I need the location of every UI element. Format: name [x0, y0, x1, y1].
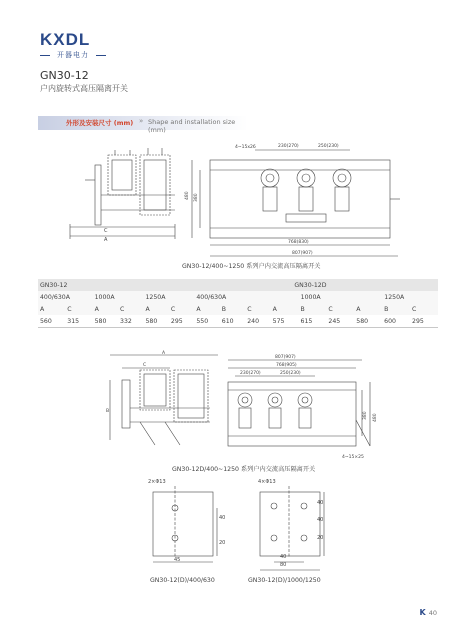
- d3-label-holes: 2×Φ13: [148, 479, 166, 485]
- section-title-en: Shape and installation size (mm): [148, 118, 236, 134]
- d1-label-holes: 4~15x26: [235, 145, 256, 150]
- d4-label-40b: 40: [280, 554, 287, 560]
- table-column-header: A: [38, 303, 65, 315]
- d2-label-380: 380: [363, 411, 368, 420]
- side-view-1: [70, 148, 175, 239]
- dimension-table: [38, 279, 438, 328]
- footer-mark: K: [419, 608, 426, 617]
- table-cell: 550: [194, 315, 219, 328]
- d1-label-380: 380: [194, 193, 199, 202]
- d3-label-40: 40: [219, 515, 226, 521]
- d2-label-480: 480: [373, 413, 378, 422]
- table-column-header: C: [245, 303, 270, 315]
- table-rating-row: [38, 291, 438, 303]
- table-cell: 315: [65, 315, 92, 328]
- table-group-row: [38, 279, 438, 291]
- table-column-header: A: [271, 303, 299, 315]
- table-cell: 580: [354, 315, 382, 328]
- d2-label-B: B: [106, 409, 110, 414]
- d2-label-A: A: [162, 351, 166, 356]
- d1-label-A: A: [104, 237, 108, 243]
- drawing-2-caption: GN30-12D/400~1250 系列户内交流高压隔离开关: [172, 466, 316, 473]
- d1-label-230: 230(270): [278, 144, 299, 149]
- table-column-header: A: [93, 303, 118, 315]
- drawing-2-outline: [100, 350, 380, 462]
- product-name: 户内旋转式高压隔离开关: [40, 84, 128, 93]
- d2-label-250: 250(230): [280, 371, 301, 376]
- table-column-header: B: [382, 303, 410, 315]
- table-cell: 332: [118, 315, 143, 328]
- table-group-right: GN30-12D: [194, 279, 438, 291]
- table-cell: 295: [169, 315, 194, 328]
- d2-label-807: 807(907): [275, 355, 296, 360]
- table-column-header: C: [169, 303, 194, 315]
- drawing-3-caption: GN30-12(D)/400/630: [150, 577, 215, 584]
- table-cell: 575: [271, 315, 299, 328]
- table-cell: 560: [38, 315, 65, 328]
- table-cell: 245: [326, 315, 354, 328]
- table-cell: 610: [220, 315, 245, 328]
- drawing-4-caption: GN30-12(D)/1000/1250: [248, 577, 321, 584]
- table-rating: 1250A: [354, 291, 438, 303]
- d4-label-holes: 4×Φ13: [258, 479, 276, 485]
- table-rating: 400/630A: [194, 291, 270, 303]
- drawing-4-outline: [252, 478, 332, 576]
- table-cell: 615: [299, 315, 327, 328]
- d4-label-40c: 40: [317, 517, 324, 523]
- logo-text: KXDL: [40, 30, 91, 49]
- table-rating: 1000A: [93, 291, 144, 303]
- d2-label-C: C: [143, 363, 147, 368]
- table-column-header: C: [410, 303, 438, 315]
- d3-label-20: 20: [219, 540, 226, 546]
- table-column-header: C: [326, 303, 354, 315]
- table-cell: 600: [382, 315, 410, 328]
- d1-label-C: C: [104, 228, 108, 234]
- table-cell: 580: [143, 315, 168, 328]
- d3-label-45: 45: [174, 557, 181, 563]
- d1-label-480: 480: [185, 191, 190, 200]
- table-column-header: C: [65, 303, 92, 315]
- d1-label-807: 807(907): [292, 251, 313, 256]
- table-column-header: B: [220, 303, 245, 315]
- d4-label-40a: 40: [317, 500, 324, 506]
- side-view-2: [110, 355, 218, 445]
- drawing-1-caption: GN30-12/400~1250 系列户内交流高压隔离开关: [182, 263, 321, 270]
- table-rating: 400/630A: [38, 291, 93, 303]
- table-column-header: C: [118, 303, 143, 315]
- d2-label-768: 768(905): [276, 363, 297, 368]
- table-row: [38, 315, 438, 328]
- brand-logo: [40, 30, 110, 64]
- table-group-left: GN30-12: [38, 279, 194, 291]
- d2-label-230: 230(270): [240, 371, 261, 376]
- page-number-value: 40: [428, 609, 437, 617]
- logo-subtitle: 开器电力: [40, 50, 106, 60]
- section-title-cn: 外形及安装尺寸 (mm): [66, 119, 134, 127]
- table-cell: 240: [245, 315, 270, 328]
- d4-label-80: 80: [280, 562, 287, 568]
- drawing-3-outline: [145, 478, 225, 576]
- table-rating: 1000A: [271, 291, 355, 303]
- table-column-header: A: [194, 303, 219, 315]
- drawing-1-outline: [60, 140, 400, 265]
- table-column-header: B: [299, 303, 327, 315]
- page-number: [420, 608, 437, 617]
- table-cell: 295: [410, 315, 438, 328]
- d2-label-holes: 4~15×25: [342, 455, 364, 460]
- table-cell: 580: [93, 315, 118, 328]
- section-separator: »: [139, 117, 144, 125]
- d1-label-250: 250(230): [318, 144, 339, 149]
- d1-label-768: 768(830): [288, 240, 309, 245]
- table-rating: 1250A: [143, 291, 194, 303]
- table-column-header: A: [354, 303, 382, 315]
- table-column-row: [38, 303, 438, 315]
- product-model: GN30-12: [40, 69, 89, 82]
- section-banner: [38, 116, 248, 134]
- table-column-header: A: [143, 303, 168, 315]
- d4-label-20: 20: [317, 535, 324, 541]
